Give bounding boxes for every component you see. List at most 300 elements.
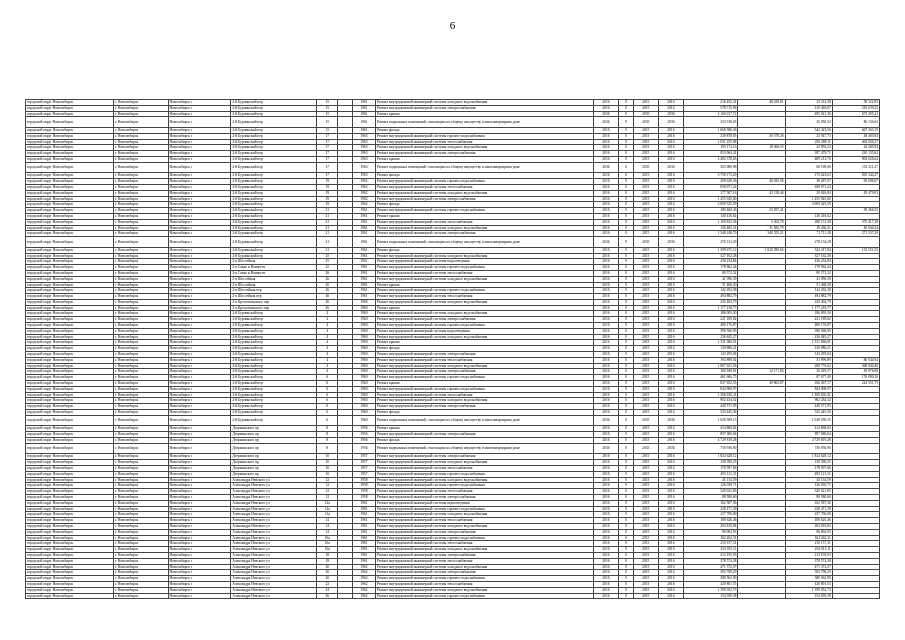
table-cell: г. Новосибирск: [114, 328, 168, 334]
table-cell: 2-я Кропоткинского пер: [231, 299, 317, 305]
table-cell: 1960: [352, 415, 375, 426]
table-cell: 51 996,89: [785, 357, 832, 363]
table-cell: 2-й Бурлинский пер: [231, 357, 317, 363]
table-cell: г. Новосибирск: [114, 410, 168, 416]
table-cell: 3 009 325,59: [683, 202, 737, 208]
table-cell: 1961: [352, 117, 375, 128]
table-cell: Ремонт фасада: [375, 247, 593, 253]
table-cell: Дзержинского пр: [231, 454, 317, 460]
table-cell: 471 372,07: [683, 564, 737, 570]
table-cell: Ремонт внутридомовой инженерной системы теплоснабжения: [375, 139, 593, 145]
table-cell: 1960: [352, 346, 375, 352]
table-cell: 0: [619, 225, 634, 231]
table-cell: 658 071,22: [785, 184, 832, 190]
table-cell: 2015: [633, 208, 658, 214]
table-cell: 2015: [633, 276, 658, 282]
table-cell: 6: [317, 398, 338, 404]
table-cell: 2015: [633, 432, 658, 438]
table-cell: 378 574,38: [683, 558, 737, 564]
table-cell: 303 080,98: [683, 162, 737, 173]
table-cell: 2016: [593, 145, 618, 151]
table-cell: Новосибирск г: [168, 392, 231, 398]
table-cell: 210 157,31: [683, 541, 737, 547]
table-cell: г. Новосибирск: [114, 576, 168, 582]
table-cell: 2015: [633, 587, 658, 593]
table-cell: 1960: [352, 311, 375, 317]
table-cell: 1963: [352, 139, 375, 145]
table-cell: 1960: [352, 375, 375, 381]
table-cell: 26: [317, 593, 338, 599]
table-cell: 495 021,36: [785, 111, 832, 117]
table-cell: 44 285,94: [832, 145, 879, 151]
table-cell: 320 021,85: [785, 489, 832, 495]
table-cell: г. Новосибирск: [114, 460, 168, 466]
table-cell: 827 652,53: [683, 381, 737, 387]
table-cell: 1961: [352, 208, 375, 214]
table-cell: 245 404,79: [785, 299, 832, 305]
table-cell: г. Новосибирск: [114, 288, 168, 294]
table-cell: 673 205,21: [832, 111, 879, 117]
table-cell: 1962: [352, 184, 375, 190]
table-cell: 2035: [633, 415, 658, 426]
table-cell: Ремонт крыши: [375, 213, 593, 219]
table-cell: г. Новосибирск: [114, 190, 168, 196]
table-cell: 5 302,78: [738, 219, 785, 225]
table-cell: 0: [619, 340, 634, 346]
table-cell: 2036: [658, 162, 683, 173]
table-cell: 436 234,84: [683, 259, 737, 265]
table-cell: 6: [317, 375, 338, 381]
table-cell: Новосибирск г: [168, 587, 231, 593]
table-cell: 2015: [633, 294, 658, 300]
table-cell: 0: [619, 328, 634, 334]
table-cell: 17: [317, 139, 338, 145]
table-cell: 1961: [352, 541, 375, 547]
table-cell: 380 562,90: [683, 576, 737, 582]
table-cell: городской округ Новосибирск: [26, 179, 114, 185]
table-cell: 2016: [658, 552, 683, 558]
table-cell: 19: [317, 179, 338, 185]
table-cell: 6: [317, 386, 338, 392]
table-cell: г. Новосибирск: [114, 237, 168, 248]
table-cell: 2-я Сакко и Ванцетти: [231, 270, 317, 276]
table-cell: 1962: [352, 587, 375, 593]
table-cell: 1 177 218,77: [683, 305, 737, 311]
table-cell: 2-й Бурлинский пер: [231, 184, 317, 190]
table-cell: 2-й Бурлинский пер: [231, 392, 317, 398]
table-cell: 2036: [658, 237, 683, 248]
table-cell: Ремонт внутридомовой инженерной системы горячего водоснабжения: [375, 133, 593, 139]
table-cell: 0: [619, 466, 634, 472]
table-cell: 0: [619, 156, 634, 162]
table-cell: городской округ Новосибирск: [26, 259, 114, 265]
table-cell: 1 169 823,36: [683, 219, 737, 225]
table-cell: 1962: [352, 581, 375, 587]
table-cell: 2015: [633, 231, 658, 237]
table-cell: 2016: [593, 500, 618, 506]
table-cell: 2016: [658, 317, 683, 323]
table-cell: Новосибирск г: [168, 151, 231, 157]
table-cell: 320 021,85: [683, 489, 737, 495]
table-cell: Дзержинского пр: [231, 443, 317, 454]
table-cell: 16а: [317, 535, 338, 541]
table-cell: 0: [619, 179, 634, 185]
table-cell: Ремонт внутридомовой инженерной системы теплоснабжения: [375, 581, 593, 587]
table-cell: 0: [619, 483, 634, 489]
table-cell: 2016: [593, 231, 618, 237]
table-cell: 2016: [593, 518, 618, 524]
table-cell: Ремонт крыши: [375, 305, 593, 311]
table-cell: г. Новосибирск: [114, 282, 168, 288]
table-cell: Ремонт внутридомовой инженерной системы горячего водоснабжения: [375, 208, 593, 214]
table-cell: 26: [317, 305, 338, 311]
table-cell: Ремонт фасада: [375, 438, 593, 444]
table-cell: 24: [317, 587, 338, 593]
table-cell: 17: [317, 145, 338, 151]
table-cell: 1961: [352, 213, 375, 219]
table-cell: 2016: [658, 489, 683, 495]
table-cell: 176 090,16: [832, 375, 879, 381]
table-cell: 2016: [658, 100, 683, 106]
table-cell: [738, 593, 785, 599]
table-cell: 2016: [658, 593, 683, 599]
table-cell: 40 944,44: [832, 225, 879, 231]
table-cell: 4: [317, 357, 338, 363]
table-cell: 156 465,31: [683, 225, 737, 231]
table-cell: 2016: [593, 386, 618, 392]
table-cell: 1 348 248,70: [683, 231, 737, 237]
table-cell: 0: [619, 357, 634, 363]
table-cell: 14: [317, 518, 338, 524]
table-cell: г. Новосибирск: [114, 558, 168, 564]
table-cell: 2016: [658, 247, 683, 253]
table-cell: 12 171,84: [738, 369, 785, 375]
table-cell: 0: [619, 404, 634, 410]
table-cell: г. Новосибирск: [114, 392, 168, 398]
table-cell: Новосибирск г: [168, 294, 231, 300]
table-cell: Александра Невского ул: [231, 523, 317, 529]
table-cell: г. Новосибирск: [114, 398, 168, 404]
table-cell: г. Новосибирск: [114, 259, 168, 265]
table-cell: 2-й Бурлинский пер: [231, 156, 317, 162]
table-cell: 2015: [633, 500, 658, 506]
table-cell: 21: [317, 213, 338, 219]
table-cell: Ремонт внутридомовой инженерной системы электроснабжения: [375, 196, 593, 202]
table-cell: 2016: [658, 208, 683, 214]
table-cell: г. Новосибирск: [114, 494, 168, 500]
table-cell: 1 824 628,12: [683, 454, 737, 460]
table-cell: городской округ Новосибирск: [26, 552, 114, 558]
table-cell: 1960: [352, 392, 375, 398]
table-cell: [832, 237, 879, 248]
table-cell: 0: [619, 276, 634, 282]
table-cell: 342 423,56: [785, 127, 832, 133]
table-cell: Новосибирск г: [168, 547, 231, 553]
table-cell: 2016: [593, 581, 618, 587]
table-cell: 1963: [352, 156, 375, 162]
table-cell: 2016: [593, 346, 618, 352]
table-cell: 2016: [593, 432, 618, 438]
table-cell: Новосибирск г: [168, 432, 231, 438]
table-cell: г. Новосибирск: [114, 483, 168, 489]
table-cell: 2015: [633, 369, 658, 375]
table-cell: 420 801,55: [683, 581, 737, 587]
table-cell: 2016: [593, 381, 618, 387]
table-cell: 221 189,82: [683, 317, 737, 323]
table-cell: 2015: [633, 593, 658, 599]
table-cell: Ремонт внутридомовой инженерной системы горячего водоснабжения: [375, 288, 593, 294]
table-cell: г. Новосибирск: [114, 265, 168, 271]
table-cell: 2015: [633, 282, 658, 288]
table-cell: 2015: [633, 196, 658, 202]
table-cell: 0: [619, 305, 634, 311]
table-cell: 480 176,87: [785, 323, 832, 329]
table-cell: 2016: [593, 334, 618, 340]
table-cell: 41 096,39: [683, 276, 737, 282]
table-cell: [338, 443, 353, 454]
table-cell: 228 471,39: [683, 506, 737, 512]
table-cell: 166 567,17: [785, 381, 832, 387]
table-cell: 178 597,66: [683, 466, 737, 472]
table-cell: городской округ Новосибирск: [26, 535, 114, 541]
table-cell: г. Новосибирск: [114, 253, 168, 259]
table-cell: 154 039,38: [785, 593, 832, 599]
table-cell: 1962: [352, 593, 375, 599]
table-cell: г. Новосибирск: [114, 334, 168, 340]
table-cell: г. Новосибирск: [114, 145, 168, 151]
table-cell: 0: [619, 317, 634, 323]
table-cell: 180 460,43: [683, 208, 737, 214]
table-cell: 143 295,04: [683, 352, 737, 358]
table-cell: 0: [619, 208, 634, 214]
table-cell: 21: [317, 208, 338, 214]
table-cell: 140 416,62: [785, 213, 832, 219]
table-cell: 2016: [658, 299, 683, 305]
table-cell: 0: [619, 477, 634, 483]
table-cell: 2015: [633, 523, 658, 529]
table-cell: 162 587,36: [785, 500, 832, 506]
table-cell: 236 845,27: [785, 334, 832, 340]
table-cell: Новосибирск г: [168, 523, 231, 529]
table-cell: 2016: [593, 494, 618, 500]
table-cell: 2-й Бурлинский пер: [231, 117, 317, 128]
table-cell: 1961: [352, 535, 375, 541]
table-cell: Новосибирск г: [168, 127, 231, 133]
table-cell: 0: [619, 117, 634, 128]
table-cell: 2015: [633, 311, 658, 317]
table-cell: 2016: [593, 139, 618, 145]
page-number: 6: [449, 20, 456, 32]
table-cell: городской округ Новосибирск: [26, 529, 114, 535]
table-cell: 71 711,28: [785, 231, 832, 237]
table-cell: Новосибирск г: [168, 184, 231, 190]
table-cell: 2-й Бурлинский пер: [231, 410, 317, 416]
table-row: [26, 593, 880, 599]
table-cell: 396 566,95: [785, 328, 832, 334]
table-cell: 1960: [352, 317, 375, 323]
table-cell: Ремонт внутридомовой инженерной системы холодного водоснабжения: [375, 564, 593, 570]
table-cell: 2-й Бурлинский пер: [231, 105, 317, 111]
table-cell: 182 949,81: [683, 369, 737, 375]
table-cell: Александра Невского ул: [231, 494, 317, 500]
table-cell: городской округ Новосибирск: [26, 547, 114, 553]
table-cell: г. Новосибирск: [114, 294, 168, 300]
table-cell: 2016: [593, 173, 618, 179]
table-cell: Дзержинского пр: [231, 432, 317, 438]
table-cell: 2-й Бурлинский пер: [231, 145, 317, 151]
table-cell: городской округ Новосибирск: [26, 225, 114, 231]
table-cell: 305 798,29: [683, 570, 737, 576]
table-cell: 2015: [633, 564, 658, 570]
table-cell: г. Новосибирск: [114, 270, 168, 276]
table-cell: 342 417,84: [785, 247, 832, 253]
table-cell: городской округ Новосибирск: [26, 570, 114, 576]
table-cell: 2016: [658, 570, 683, 576]
table-cell: 835 344,27: [832, 173, 879, 179]
table-cell: 2016: [593, 305, 618, 311]
table-cell: 2015: [633, 512, 658, 518]
table-cell: городской округ Новосибирск: [26, 346, 114, 352]
table-cell: Новосибирск г: [168, 593, 231, 599]
table-cell: 139 390,25: [683, 460, 737, 466]
table-cell: Новосибирск г: [168, 328, 231, 334]
table-cell: 2016: [658, 523, 683, 529]
table-cell: Дзержинского пр: [231, 471, 317, 477]
table-cell: городской округ Новосибирск: [26, 518, 114, 524]
table-cell: городской округ Новосибирск: [26, 270, 114, 276]
table-cell: Ремонт внутридомовой инженерной системы электроснабжения: [375, 570, 593, 576]
table-cell: г. Новосибирск: [114, 219, 168, 225]
table-cell: [738, 117, 785, 128]
table-cell: 130 886,21: [683, 346, 737, 352]
table-cell: 1960: [352, 340, 375, 346]
table-cell: Ремонт внутридомовой инженерной системы электроснабжения: [375, 454, 593, 460]
works-table: [25, 99, 880, 599]
table-cell: 305 798,29: [785, 570, 832, 576]
table-cell: 2016: [593, 299, 618, 305]
table-cell: 0: [619, 346, 634, 352]
table-cell: 1961: [352, 265, 375, 271]
table-cell: г. Новосибирск: [114, 535, 168, 541]
table-cell: Ремонт внутридомовой инженерной системы электроснабжения: [375, 105, 593, 111]
table-cell: Ремонт внутридомовой инженерной системы теплоснабжения: [375, 541, 593, 547]
table-cell: городской округ Новосибирск: [26, 352, 114, 358]
table-cell: 2016: [658, 288, 683, 294]
table-cell: Ремонт внутридомовой инженерной системы теплоснабжения: [375, 184, 593, 190]
table-cell: 180 626,46: [683, 518, 737, 524]
table-cell: Ремонт внутридомовой инженерной системы горячего водоснабжения: [375, 386, 593, 392]
table-cell: 230 878,65: [683, 133, 737, 139]
table-cell: Новосибирск г: [168, 352, 231, 358]
table-cell: г. Новосибирск: [114, 529, 168, 535]
table-cell: г. Новосибирск: [114, 127, 168, 133]
table-cell: 2016: [593, 340, 618, 346]
table-cell: 1956: [352, 426, 375, 432]
table-cell: 2016: [593, 156, 618, 162]
table-cell: 271 537,29: [832, 231, 879, 237]
table-cell: городской округ Новосибирск: [26, 305, 114, 311]
table-cell: 49 479,03: [832, 190, 879, 196]
table-cell: 2015: [633, 305, 658, 311]
table-cell: 25: [317, 259, 338, 265]
table-cell: 2015: [633, 392, 658, 398]
table-cell: 1 399 675,12: [683, 247, 737, 253]
table-cell: 1960: [352, 410, 375, 416]
table-cell: Новосибирск г: [168, 196, 231, 202]
table-cell: Ремонт подвальных помещений, относящихся к общему имуществу в многоквартирном доме: [375, 117, 593, 128]
table-cell: 6: [317, 392, 338, 398]
table-cell: Александра Невского ул: [231, 581, 317, 587]
table-cell: 162 262,31: [785, 535, 832, 541]
table-cell: г. Новосибирск: [114, 173, 168, 179]
table-cell: 2-й Бурлинский пер: [231, 352, 317, 358]
table-cell: Ремонт крыши: [375, 111, 593, 117]
table-row: [26, 415, 880, 426]
table-cell: 0: [619, 133, 634, 139]
table-cell: г. Новосибирск: [114, 311, 168, 317]
table-cell: 4: [317, 328, 338, 334]
table-cell: 2015: [633, 576, 658, 582]
table-cell: 2015: [633, 247, 658, 253]
table-cell: 2036: [658, 117, 683, 128]
table-cell: Ремонт фасада: [375, 410, 593, 416]
table-cell: 2016: [658, 231, 683, 237]
table-cell: 2015: [633, 460, 658, 466]
table-cell: 2015: [633, 581, 658, 587]
table-cell: 2015: [633, 151, 658, 157]
table-cell: 2015: [633, 506, 658, 512]
table-cell: Ремонт крыши: [375, 426, 593, 432]
table-cell: 494 882,79: [785, 294, 832, 300]
table-cell: 120 465,87: [785, 105, 832, 111]
table-cell: 15: [317, 127, 338, 133]
table-cell: городской округ Новосибирск: [26, 432, 114, 438]
table-cell: г. Новосибирск: [114, 404, 168, 410]
table-row: [26, 237, 880, 248]
table-cell: Новосибирск г: [168, 317, 231, 323]
table-cell: городской округ Новосибирск: [26, 489, 114, 495]
table-cell: г. Новосибирск: [114, 593, 168, 599]
table-cell: 2-й Бурлинский пер: [231, 100, 317, 106]
table-cell: 22: [317, 581, 338, 587]
table-cell: Новосибирск г: [168, 529, 231, 535]
table-cell: 19: [317, 184, 338, 190]
table-cell: Новосибирск г: [168, 471, 231, 477]
table-cell: 1958: [352, 494, 375, 500]
table-cell: 1963: [352, 151, 375, 157]
table-cell: 2016: [593, 506, 618, 512]
table-cell: 2016: [658, 151, 683, 157]
table-cell: 2-й Бурлинский пер: [231, 334, 317, 340]
table-cell: 2035: [633, 162, 658, 173]
table-cell: городской округ Новосибирск: [26, 386, 114, 392]
table-cell: 25: [317, 253, 338, 259]
table-cell: Ремонт внутридомовой инженерной системы холодного водоснабжения: [375, 477, 593, 483]
table-cell: 2: [317, 317, 338, 323]
table-cell: 1962: [352, 179, 375, 185]
table-cell: городской округ Новосибирск: [26, 219, 114, 225]
table-cell: 2015: [633, 127, 658, 133]
table-cell: 21: [317, 231, 338, 237]
table-cell: 1961: [352, 276, 375, 282]
table-cell: 186 003,30: [785, 311, 832, 317]
table-cell: 0: [619, 432, 634, 438]
table-cell: 1961: [352, 219, 375, 225]
table-cell: 234 015,11: [785, 547, 832, 553]
table-cell: Ремонт внутридомовой инженерной системы электроснабжения: [375, 552, 593, 558]
table-cell: 1 028 590,15: [785, 415, 832, 426]
table-cell: городской округ Новосибирск: [26, 523, 114, 529]
